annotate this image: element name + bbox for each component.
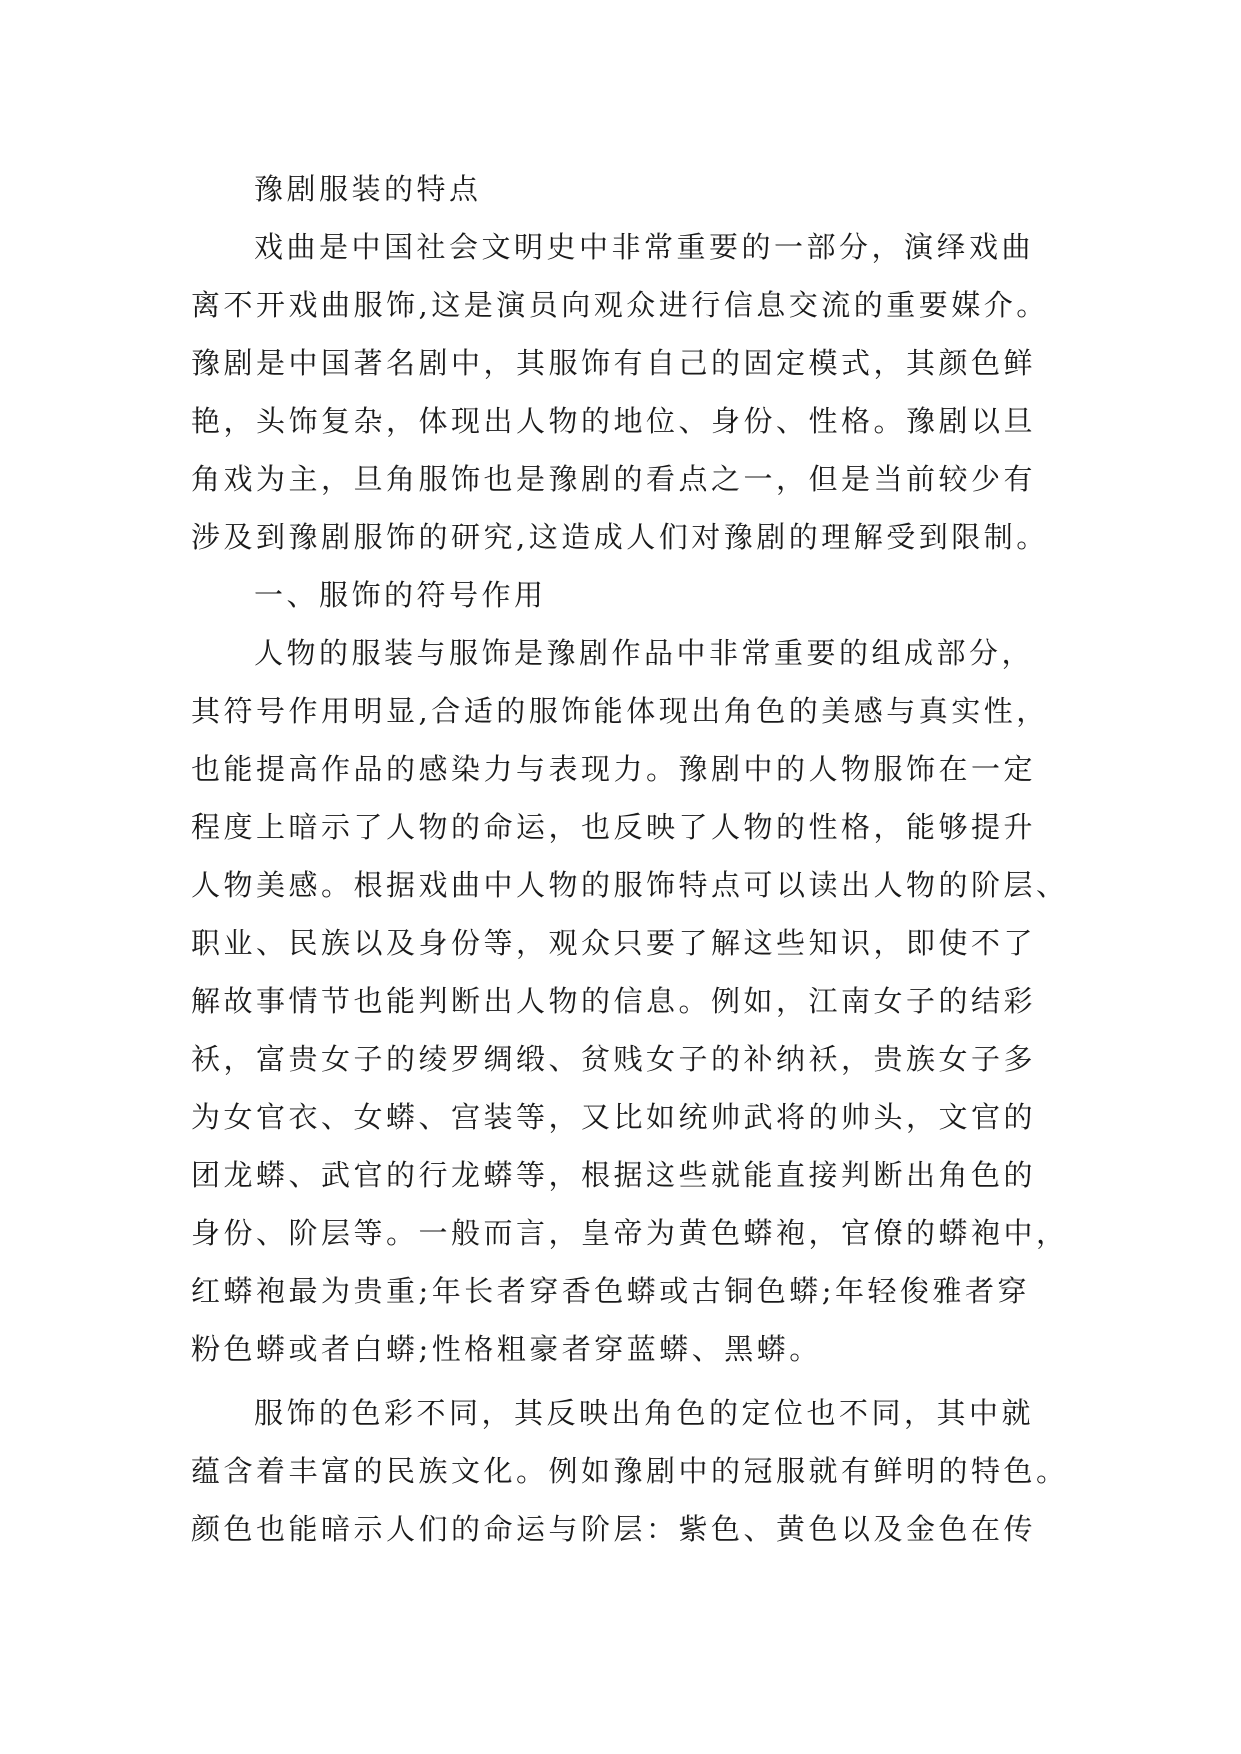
paragraph-line: 袄，富贵女子的绫罗绸缎、贫贱女子的补纳袄，贵族女子多 — [191, 1042, 1037, 1076]
paragraph-line: 人物美感。根据戏曲中人物的服饰特点可以读出人物的阶层、 — [191, 868, 1069, 902]
section-heading: 一、服饰的符号作用 — [254, 578, 547, 612]
paragraph-line: 为女官衣、女蟒、宫装等，又比如统帅武将的帅头，文官的 — [191, 1100, 1037, 1134]
paragraph-line: 颜色也能暗示人们的命运与阶层：紫色、黄色以及金色在传 — [191, 1512, 1037, 1546]
paragraph-1 — [191, 218, 1071, 566]
paragraph-line: 解故事情节也能判断出人物的信息。例如，江南女子的结彩 — [191, 984, 1037, 1018]
paragraph-line: 红蟒袍最为贵重;年长者穿香色蟒或古铜色蟒;年轻俊雅者穿 — [191, 1274, 1031, 1308]
paragraph-line: 也能提高作品的感染力与表现力。豫剧中的人物服饰在一定 — [191, 752, 1037, 786]
paragraph-line: 服饰的色彩不同，其反映出角色的定位也不同，其中就 — [254, 1396, 1035, 1430]
paragraph-line: 粉色蟒或者白蟒;性格粗豪者穿蓝蟒、黑蟒。 — [191, 1332, 822, 1366]
paragraph-line: 戏曲是中国社会文明史中非常重要的一部分，演绎戏曲 — [254, 230, 1035, 264]
paragraph-line: 程度上暗示了人物的命运，也反映了人物的性格，能够提升 — [191, 810, 1037, 844]
paragraph-3 — [191, 1384, 1071, 1558]
paragraph-line: 角戏为主，旦角服饰也是豫剧的看点之一，但是当前较少有 — [191, 462, 1037, 496]
paragraph-2 — [191, 624, 1071, 1378]
paragraph-line: 身份、阶层等。一般而言，皇帝为黄色蟒袍，官僚的蟒袍中， — [191, 1216, 1069, 1250]
paragraph-line: 蕴含着丰富的民族文化。例如豫剧中的冠服就有鲜明的特色。 — [191, 1454, 1069, 1488]
paragraph-line: 团龙蟒、武官的行龙蟒等，根据这些就能直接判断出角色的 — [191, 1158, 1037, 1192]
paragraph-line: 其符号作用明显,合适的服饰能体现出角色的美感与真实性， — [191, 694, 1049, 728]
paragraph-line: 豫剧是中国著名剧中，其服饰有自己的固定模式，其颜色鲜 — [191, 346, 1037, 380]
paragraph-line: 离不开戏曲服饰,这是演员向观众进行信息交流的重要媒介。 — [191, 288, 1049, 322]
paragraph-line: 人物的服装与服饰是豫剧作品中非常重要的组成部分， — [254, 636, 1035, 670]
document-body — [191, 160, 1071, 1558]
paragraph-line: 涉及到豫剧服饰的研究,这造成人们对豫剧的理解受到限制。 — [191, 520, 1049, 554]
paragraph-line: 职业、民族以及身份等，观众只要了解这些知识，即使不了 — [191, 926, 1037, 960]
document-title: 豫剧服装的特点 — [254, 172, 482, 206]
paragraph-line: 艳，头饰复杂，体现出人物的地位、身份、性格。豫剧以旦 — [191, 404, 1037, 438]
